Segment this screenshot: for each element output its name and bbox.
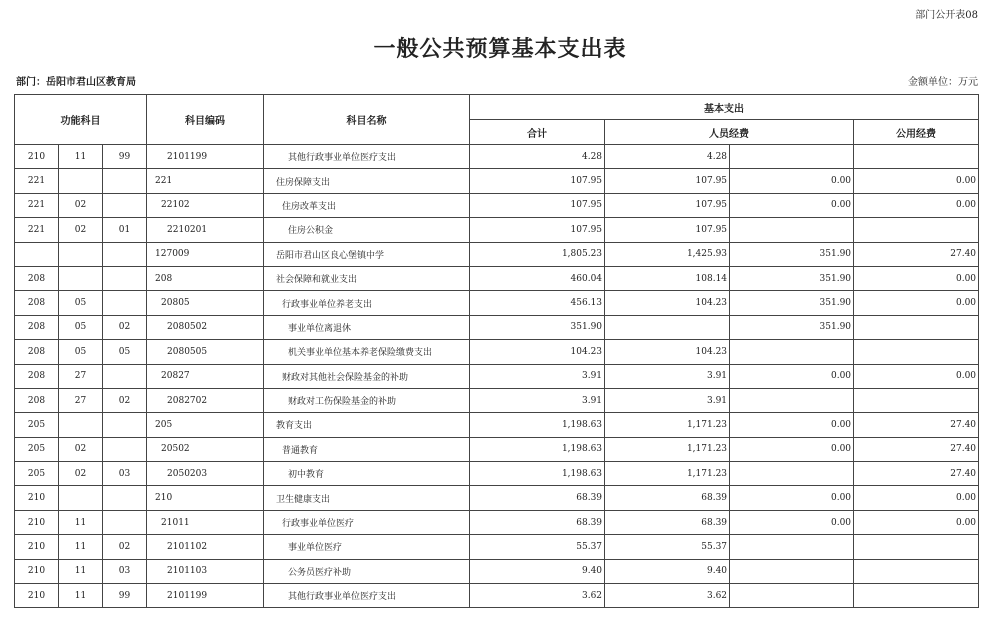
subject-code-cell: 2050203 [147, 462, 264, 486]
func-section-cell: 05 [59, 315, 103, 339]
subject-code-cell: 2101102 [147, 535, 264, 559]
func-item-cell [103, 193, 147, 217]
table-row [15, 584, 979, 608]
subject-name-cell: 教育支出 [264, 413, 470, 437]
subject-name-cell: 行政事业单位医疗 [264, 510, 470, 534]
total-cell: 1,805.23 [470, 242, 605, 266]
table-row [15, 462, 979, 486]
func-class-cell: 205 [15, 462, 59, 486]
public-cell: 0.00 [730, 193, 854, 217]
func-item-cell: 99 [103, 584, 147, 608]
total-cell: 1,198.63 [470, 462, 605, 486]
public-expense-cell [854, 535, 979, 559]
subject-code-cell: 2080502 [147, 315, 264, 339]
total-cell: 107.95 [470, 169, 605, 193]
table-row [15, 364, 979, 388]
func-item-cell: 03 [103, 559, 147, 583]
public-cell [730, 340, 854, 364]
header-personnel: 人员经费 [605, 120, 854, 145]
subject-code-cell: 2101199 [147, 145, 264, 169]
subject-code-cell: 2210201 [147, 218, 264, 242]
subject-name-cell: 事业单位离退休 [264, 315, 470, 339]
public-expense-cell: 0.00 [854, 169, 979, 193]
func-item-cell [103, 364, 147, 388]
total-cell: 1,198.63 [470, 437, 605, 461]
func-item-cell [103, 242, 147, 266]
personnel-cell: 4.28 [605, 145, 730, 169]
personnel-cell [605, 315, 730, 339]
func-item-cell [103, 291, 147, 315]
subject-name-cell: 机关事业单位基本养老保险缴费支出 [264, 340, 470, 364]
personnel-cell: 3.91 [605, 388, 730, 412]
public-cell: 0.00 [730, 510, 854, 534]
subject-code-cell: 2101103 [147, 559, 264, 583]
func-section-cell: 02 [59, 218, 103, 242]
personnel-cell: 1,425.93 [605, 242, 730, 266]
public-expense-cell [854, 388, 979, 412]
table-row [15, 486, 979, 510]
table-row [15, 169, 979, 193]
personnel-cell: 68.39 [605, 486, 730, 510]
public-cell [730, 584, 854, 608]
personnel-cell: 107.95 [605, 193, 730, 217]
personnel-cell: 55.37 [605, 535, 730, 559]
subject-code-cell: 21011 [147, 510, 264, 534]
expense-table [14, 94, 979, 608]
table-row [15, 388, 979, 412]
public-expense-cell: 0.00 [854, 291, 979, 315]
table-row [15, 193, 979, 217]
public-cell [730, 462, 854, 486]
department-label: 部门：岳阳市君山区教育局 [16, 77, 136, 88]
header-subject-name: 科目名称 [264, 95, 470, 145]
subject-code-cell: 2080505 [147, 340, 264, 364]
func-item-cell [103, 266, 147, 290]
func-class-cell: 208 [15, 388, 59, 412]
table-row [15, 559, 979, 583]
func-class-cell: 210 [15, 486, 59, 510]
subject-code-cell: 22102 [147, 193, 264, 217]
personnel-cell: 9.40 [605, 559, 730, 583]
personnel-cell: 1,171.23 [605, 413, 730, 437]
total-cell: 55.37 [470, 535, 605, 559]
subject-name-cell: 住房改革支出 [264, 193, 470, 217]
func-item-cell [103, 486, 147, 510]
table-row [15, 510, 979, 534]
func-class-cell: 208 [15, 291, 59, 315]
func-class-cell: 210 [15, 145, 59, 169]
public-cell: 351.90 [730, 291, 854, 315]
func-class-cell: 210 [15, 584, 59, 608]
func-section-cell: 11 [59, 584, 103, 608]
subject-name-cell: 卫生健康支出 [264, 486, 470, 510]
public-cell: 0.00 [730, 437, 854, 461]
subject-code-cell: 210 [147, 486, 264, 510]
subject-name-cell: 岳阳市君山区良心堡镇中学 [264, 242, 470, 266]
public-cell: 351.90 [730, 266, 854, 290]
func-item-cell: 99 [103, 145, 147, 169]
public-cell: 0.00 [730, 413, 854, 437]
header-total: 合计 [470, 120, 605, 145]
func-class-cell: 221 [15, 218, 59, 242]
public-cell [730, 218, 854, 242]
public-expense-cell: 27.40 [854, 462, 979, 486]
table-body [15, 145, 979, 608]
subject-code-cell: 20502 [147, 437, 264, 461]
func-item-cell: 02 [103, 535, 147, 559]
total-cell: 3.91 [470, 364, 605, 388]
func-section-cell [59, 413, 103, 437]
func-section-cell: 11 [59, 535, 103, 559]
page-title: 一般公共预算基本支出表 [373, 36, 627, 62]
func-section-cell [59, 486, 103, 510]
table-row [15, 218, 979, 242]
personnel-cell: 104.23 [605, 291, 730, 315]
header-func-subject: 功能科目 [15, 95, 147, 145]
func-class-cell: 210 [15, 535, 59, 559]
func-section-cell: 11 [59, 559, 103, 583]
subject-name-cell: 行政事业单位养老支出 [264, 291, 470, 315]
personnel-cell: 1,171.23 [605, 462, 730, 486]
total-cell: 460.04 [470, 266, 605, 290]
subject-code-cell: 2082702 [147, 388, 264, 412]
total-cell: 1,198.63 [470, 413, 605, 437]
func-section-cell: 27 [59, 388, 103, 412]
func-item-cell: 02 [103, 315, 147, 339]
func-class-cell: 221 [15, 169, 59, 193]
total-cell: 3.91 [470, 388, 605, 412]
public-expense-cell [854, 315, 979, 339]
total-cell: 68.39 [470, 510, 605, 534]
subject-name-cell: 事业单位医疗 [264, 535, 470, 559]
personnel-cell: 108.14 [605, 266, 730, 290]
personnel-cell: 1,171.23 [605, 437, 730, 461]
public-cell: 0.00 [730, 169, 854, 193]
table-row [15, 535, 979, 559]
public-cell [730, 145, 854, 169]
total-cell: 3.62 [470, 584, 605, 608]
subject-code-cell: 127009 [147, 242, 264, 266]
func-item-cell [103, 169, 147, 193]
public-expense-cell [854, 218, 979, 242]
table-row [15, 340, 979, 364]
table-row [15, 291, 979, 315]
func-item-cell: 02 [103, 388, 147, 412]
table-row [15, 145, 979, 169]
func-class-cell: 221 [15, 193, 59, 217]
public-expense-cell: 0.00 [854, 364, 979, 388]
subject-code-cell: 20827 [147, 364, 264, 388]
subject-code-cell: 208 [147, 266, 264, 290]
total-cell: 9.40 [470, 559, 605, 583]
func-class-cell [15, 242, 59, 266]
public-cell [730, 559, 854, 583]
total-cell: 104.23 [470, 340, 605, 364]
func-class-cell: 210 [15, 559, 59, 583]
public-cell: 0.00 [730, 486, 854, 510]
public-expense-cell: 0.00 [854, 193, 979, 217]
subject-code-cell: 2101199 [147, 584, 264, 608]
func-section-cell: 11 [59, 510, 103, 534]
total-cell: 107.95 [470, 193, 605, 217]
subject-name-cell: 社会保障和就业支出 [264, 266, 470, 290]
personnel-cell: 107.95 [605, 169, 730, 193]
subject-name-cell: 其他行政事业单位医疗支出 [264, 584, 470, 608]
func-class-cell: 208 [15, 315, 59, 339]
table-row [15, 266, 979, 290]
table-row [15, 437, 979, 461]
subject-name-cell: 财政对工伤保险基金的补助 [264, 388, 470, 412]
func-item-cell [103, 413, 147, 437]
public-expense-cell [854, 584, 979, 608]
public-cell [730, 535, 854, 559]
personnel-cell: 68.39 [605, 510, 730, 534]
func-section-cell: 05 [59, 340, 103, 364]
public-expense-cell [854, 559, 979, 583]
subject-name-cell: 公务员医疗补助 [264, 559, 470, 583]
func-item-cell: 03 [103, 462, 147, 486]
public-expense-cell: 27.40 [854, 413, 979, 437]
func-class-cell: 208 [15, 266, 59, 290]
personnel-cell: 3.62 [605, 584, 730, 608]
func-class-cell: 210 [15, 510, 59, 534]
func-section-cell [59, 266, 103, 290]
header-subject-code: 科目编码 [147, 95, 264, 145]
public-cell: 0.00 [730, 364, 854, 388]
personnel-cell: 3.91 [605, 364, 730, 388]
func-section-cell [59, 242, 103, 266]
func-section-cell: 02 [59, 193, 103, 217]
total-cell: 456.13 [470, 291, 605, 315]
subject-name-cell: 初中教育 [264, 462, 470, 486]
total-cell: 351.90 [470, 315, 605, 339]
public-expense-cell [854, 145, 979, 169]
subject-name-cell: 普通教育 [264, 437, 470, 461]
func-class-cell: 208 [15, 364, 59, 388]
func-section-cell: 27 [59, 364, 103, 388]
func-class-cell: 205 [15, 437, 59, 461]
public-expense-cell: 0.00 [854, 266, 979, 290]
total-cell: 107.95 [470, 218, 605, 242]
amount-unit-label: 金额单位：万元 [908, 77, 978, 88]
total-cell: 4.28 [470, 145, 605, 169]
subject-code-cell: 221 [147, 169, 264, 193]
func-item-cell [103, 510, 147, 534]
func-class-cell: 208 [15, 340, 59, 364]
func-section-cell: 02 [59, 437, 103, 461]
header-public: 公用经费 [854, 120, 979, 145]
func-item-cell [103, 437, 147, 461]
table-row [15, 413, 979, 437]
func-class-cell: 205 [15, 413, 59, 437]
table-row [15, 242, 979, 266]
subject-name-cell: 其他行政事业单位医疗支出 [264, 145, 470, 169]
personnel-cell: 107.95 [605, 218, 730, 242]
personnel-cell: 104.23 [605, 340, 730, 364]
subject-name-cell: 住房保障支出 [264, 169, 470, 193]
subject-code-cell: 20805 [147, 291, 264, 315]
public-expense-cell: 0.00 [854, 486, 979, 510]
func-section-cell [59, 169, 103, 193]
public-expense-cell: 27.40 [854, 437, 979, 461]
subject-name-cell: 住房公积金 [264, 218, 470, 242]
public-expense-cell: 27.40 [854, 242, 979, 266]
func-item-cell: 05 [103, 340, 147, 364]
public-cell: 351.90 [730, 315, 854, 339]
header-basic-expense: 基本支出 [470, 95, 979, 120]
func-item-cell: 01 [103, 218, 147, 242]
form-code: 部门公开表08 [915, 10, 978, 21]
func-section-cell: 05 [59, 291, 103, 315]
public-cell: 351.90 [730, 242, 854, 266]
func-section-cell: 02 [59, 462, 103, 486]
table-row [15, 315, 979, 339]
subject-code-cell: 205 [147, 413, 264, 437]
subject-name-cell: 财政对其他社会保险基金的补助 [264, 364, 470, 388]
public-cell [730, 388, 854, 412]
total-cell: 68.39 [470, 486, 605, 510]
public-expense-cell [854, 340, 979, 364]
func-section-cell: 11 [59, 145, 103, 169]
public-expense-cell: 0.00 [854, 510, 979, 534]
